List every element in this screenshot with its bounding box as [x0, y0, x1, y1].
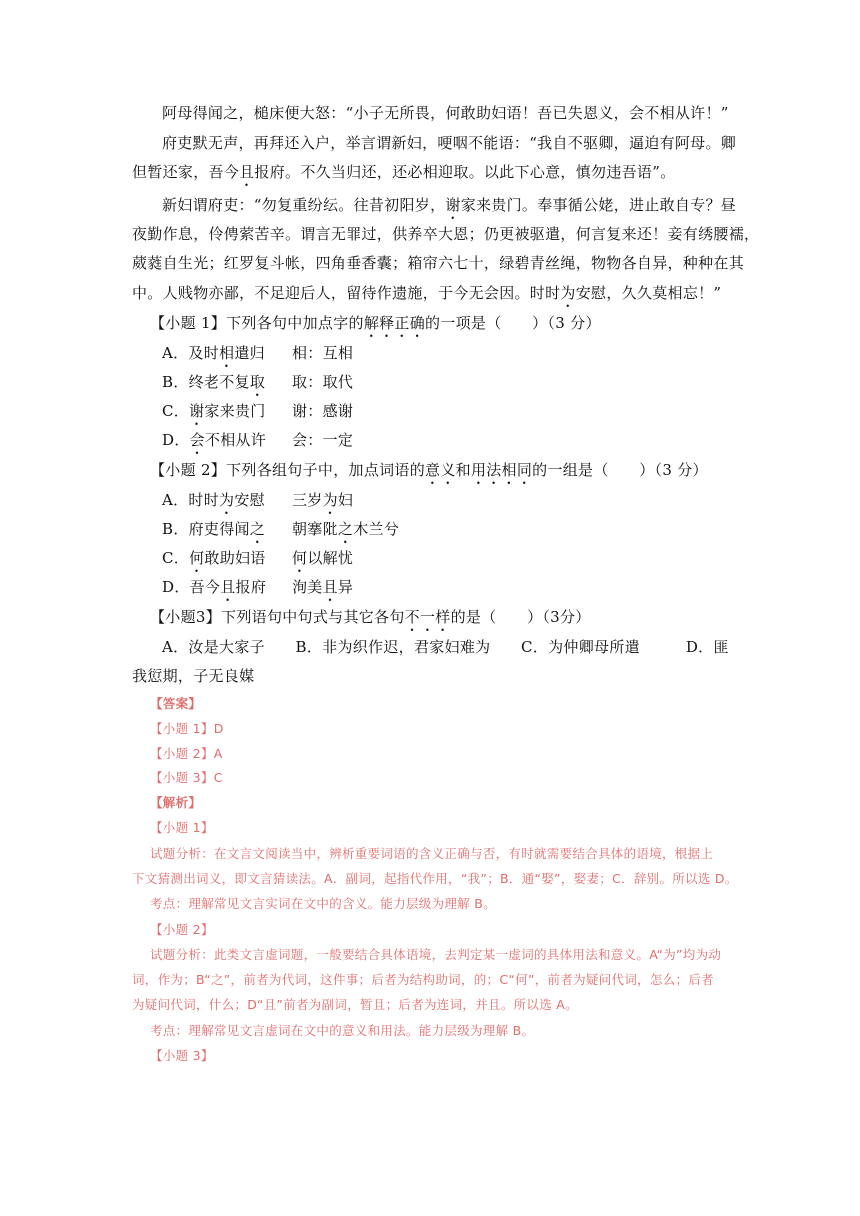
- question-2-stem: 【小题 2】下列各组句子中，加点词语的意义和用法相同的一组是（ ）（3 分）: [150, 461, 708, 479]
- analysis-2-heading: 【小题 2】: [150, 922, 214, 937]
- analysis-title: 【解析】: [150, 795, 202, 810]
- analysis-1-text-line-1: 试题分析：在文言文阅读当中，辨析重要词语的含义正确与否，有时就需要结合具体的语境，根据上: [150, 846, 714, 861]
- dotted-char: 何: [292, 549, 308, 567]
- analysis-2-text-line-1: 试题分析：此类文言虚词题，一般要结合具体语境，去判定某一虚词的具体用法和意义。A“为”均为动: [150, 947, 722, 962]
- answer-2: 【小题 2】A: [150, 746, 223, 761]
- dotted-char: 谢: [445, 196, 461, 214]
- dotted-char: 为: [322, 491, 338, 509]
- question-1-option-c: C．谢家来贵门 谢：感谢: [162, 402, 354, 420]
- dotted-text: 不一样: [404, 608, 451, 626]
- passage-paragraph-3-line-3: 葳蕤自生光；红罗复斗帐，四角垂香囊；箱帘六七十，绿碧青丝绳，物物各自异，种种在其: [132, 254, 745, 272]
- analysis-2-text-line-3: 为疑问代词，什么；D“且”前者为副词，暂且；后者为连词，并且。所以选 A。: [132, 997, 578, 1012]
- analysis-2-text-line-2: 词，作为；B“之”，前者为代词，这件事；后者为结构助词，的；C“何”，前者为疑问代词，怎么；后者: [132, 972, 714, 987]
- dotted-char: 之: [337, 520, 354, 538]
- dotted-char: 且: [239, 163, 255, 181]
- dotted-text: 用法相同: [470, 461, 533, 479]
- question-1-option-a: A．及时相遣归 相：互相: [162, 344, 354, 362]
- analysis-1-text-line-2: 下文猜测出词义，即文言猜读法。A．副词，起指代作用，“我”；B．通“娶”，娶妻；C．辞别。所以选 D。: [132, 871, 738, 886]
- dotted-char: 为: [219, 491, 235, 509]
- dotted-char: 取: [249, 373, 266, 391]
- passage-paragraph-2-line-1: 府吏默无声，再拜还入户，举言谓新妇，哽咽不能语：“我自不驱卿，逼迫有阿母。卿: [162, 134, 737, 152]
- question-3-options-continued: 我愆期，子无良媒: [132, 667, 255, 685]
- dotted-char: 会: [189, 431, 205, 449]
- answer-3: 【小题 3】C: [150, 770, 223, 785]
- passage-paragraph-1: 阿母得闻之，槌床便大怒：“小子无所畏，何敢助妇语！吾已失恩义，会不相从许！”: [162, 104, 729, 122]
- answer-1: 【小题 1】D: [150, 721, 224, 736]
- question-2-option-a: A．时时为安慰 三岁为妇: [162, 491, 354, 509]
- passage-paragraph-2-line-2: 但暂还家，吾今且报府。不久当归还，还必相迎取。以此下心意，慎勿违吾语”。: [132, 163, 676, 181]
- dotted-char: 且: [220, 578, 236, 596]
- passage-paragraph-3-line-2: 夜勤作息，伶俜萦苦辛。谓言无罪过，供养卒大恩；仍更被驱遣，何言复来还！妾有绣腰襦，: [132, 225, 760, 243]
- question-2-option-c: C．何敢助妇语 何以解忧: [162, 549, 354, 567]
- dotted-text: 意义: [425, 461, 456, 479]
- analysis-2-keypoint: 考点：理解常见文言虚词在文中的意义和用法。能力层级为理解 B。: [150, 1023, 535, 1038]
- passage-paragraph-3-line-4: 中。人贱物亦鄙，不足迎后人，留待作遗施，于今无会因。时时为安慰，久久莫相忘！”: [132, 284, 722, 302]
- dotted-char: 谢: [189, 402, 205, 420]
- dotted-char: 何: [189, 549, 205, 567]
- question-1-option-d: D．会不相从许 会：一定: [162, 431, 354, 449]
- passage-paragraph-3-line-1: 新妇谓府吏：“勿复重纷纭。往昔初阳岁，谢家来贵门。奉事循公姥，进止敢自专？昼: [162, 196, 737, 214]
- dotted-char: 且: [322, 578, 338, 596]
- dotted-char: 为: [560, 284, 576, 302]
- dotted-text: 解释正确: [363, 314, 426, 332]
- analysis-1-heading: 【小题 1】: [150, 820, 214, 835]
- dotted-char: 之: [249, 520, 266, 538]
- dotted-char: 相: [219, 344, 235, 362]
- analysis-3-heading: 【小题 3】: [150, 1048, 214, 1063]
- question-1-option-b: B．终老不复取 取：取代: [162, 373, 354, 391]
- question-3-stem: 【小题3】下列语句中句式与其它各句不一样的是（ ）（3分）: [150, 608, 591, 626]
- question-2-option-d: D．吾今且报府 洵美且异: [162, 578, 354, 596]
- answer-title: 【答案】: [150, 696, 202, 711]
- question-2-option-b: B．府吏得闻之 朝搴阰之木兰兮: [162, 520, 400, 538]
- analysis-1-keypoint: 考点：理解常见文言实词在文中的含义。能力层级为理解 B。: [150, 896, 496, 911]
- question-3-options: A．汝是大家子 B．非为织作迟，君家妇难为 C．为仲卿母所遣 D．匪: [162, 638, 729, 656]
- question-1-stem: 【小题 1】下列各句中加点字的解释正确的一项是（ ）（3 分）: [150, 314, 601, 332]
